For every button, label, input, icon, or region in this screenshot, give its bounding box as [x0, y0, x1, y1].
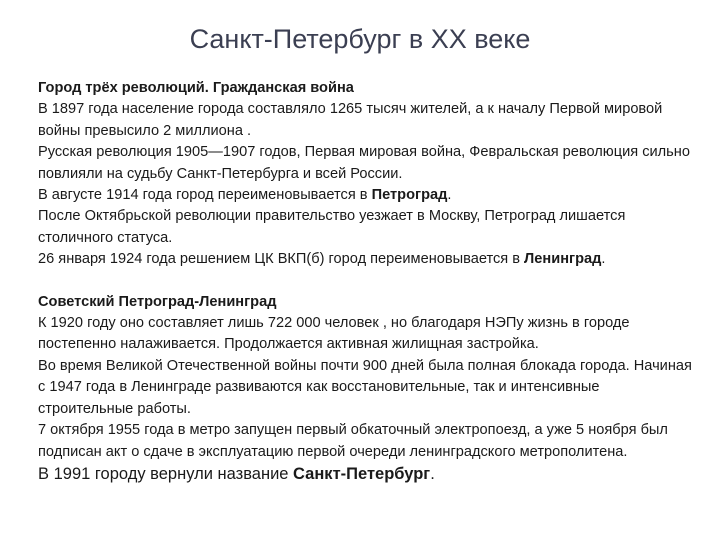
section-heading-revolutions: Город трёх революций. Гражданская война	[38, 80, 354, 96]
rename-1991-end: .	[430, 464, 435, 483]
rename-1991-text: В 1991 городу вернули название	[38, 464, 294, 483]
rename-leningrad-end: .	[601, 251, 606, 268]
slide-body	[38, 78, 693, 485]
rename-petrograd-text: В августе 1914 года город переименовывается в	[38, 187, 372, 204]
paragraph-capital-moved: После Октябрьской революции правительство уезжает в Москву, Петроград лишается столичного статуса.	[38, 208, 626, 246]
saint-petersburg-name: Санкт-Петербург	[293, 464, 431, 483]
section-heading-soviet: Советский Петроград-Ленинград	[38, 293, 277, 310]
paragraph-revolution-1905: Русская революция 1905—1907 годов, Первая мировая война, Февральская революция сильно повлияли на судьбу Санкт-Петербурга и всей России.	[38, 144, 690, 182]
paragraph-metro-1955: 7 октября 1955 года в метро запущен первый обкаточный электропоезд, а уже 5 ноября был подписан акт о сдаче в эксплуатацию первой очереди ленинградского метрополитена.	[38, 422, 668, 460]
paragraph-rename-petrograd	[38, 185, 693, 206]
leningrad-name: Ленинград	[524, 251, 602, 268]
paragraph-rename-leningrad	[38, 249, 693, 270]
petrograd-name: Петроград	[371, 187, 448, 204]
paragraph-population-1897: В 1897 года население города составляло 1265 тысяч жителей, а к началу Первой мировой войны превысило 2 миллиона .	[38, 101, 663, 139]
paragraph-population-1920: К 1920 году оно составляет лишь 722 000 человек , но благодаря НЭПу жизнь в городе постепенно налаживается. Продолжается активная жилищная застройка.	[38, 315, 630, 353]
rename-leningrad-text: 26 января 1924 года решением ЦК ВКП(б) город переименовывается в	[38, 251, 525, 268]
slide-title: Санкт-Петербург в XX веке	[189, 24, 531, 54]
paragraph-rename-1991	[38, 463, 693, 485]
rename-petrograd-end: .	[447, 187, 452, 204]
paragraph-blockade: Во время Великой Отечественной войны почти 900 дней была полная блокада города. Начиная с 1947 года в Ленинграде развиваются как восстановительные, так и интенсивные строительные работы.	[38, 357, 692, 417]
section-spacer	[38, 271, 693, 292]
